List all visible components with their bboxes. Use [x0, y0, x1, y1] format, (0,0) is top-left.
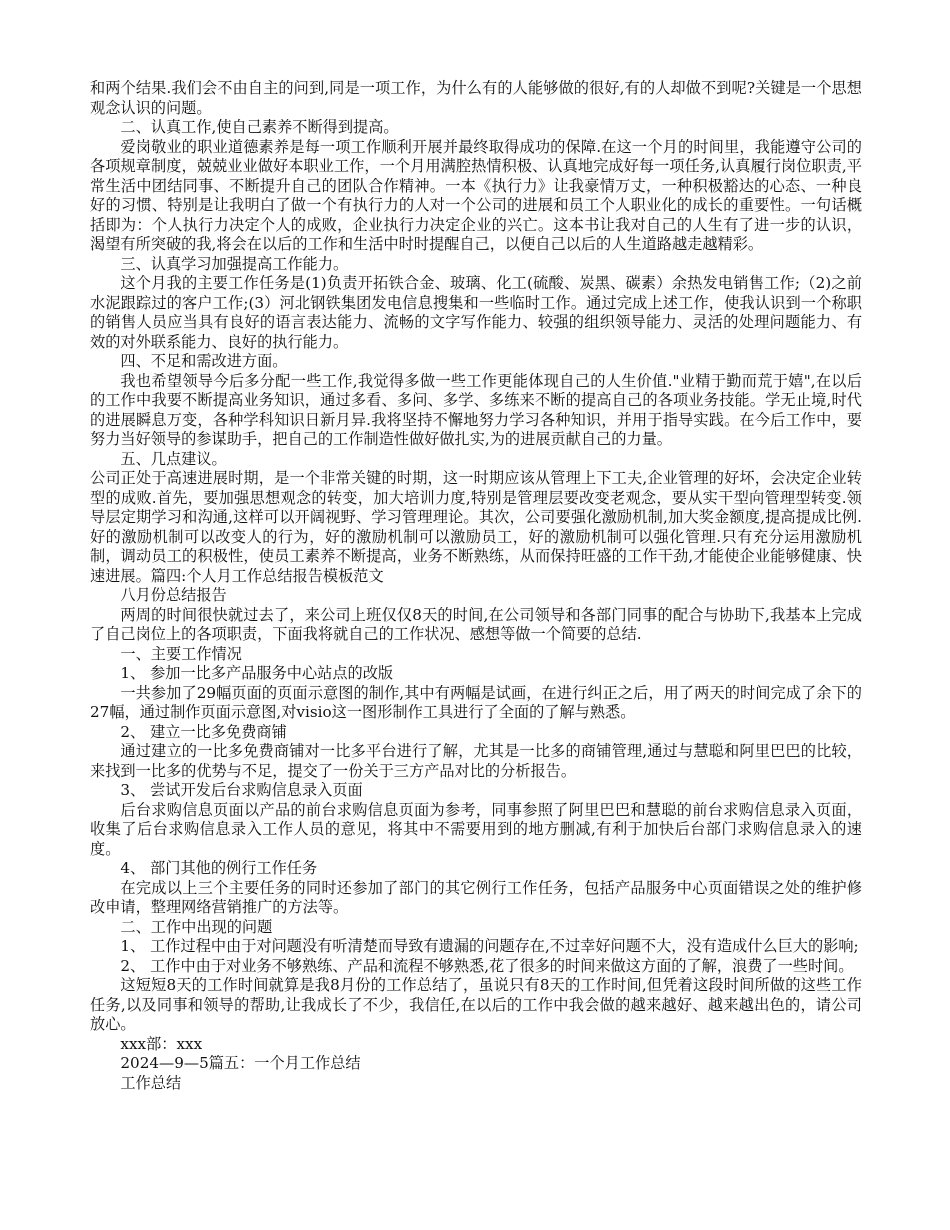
paragraph-professional-ethics: 爱岗敬业的职业道德素养是每一项工作顺利开展并最终取得成功的保障.在这一个月的时间里，我能遵守公司的各项规章制度，兢兢业业做好本职业工作，一个月用满腔热情积极、认真地完成好每一项任务,认真履行岗位职责,平常生活中团结同事、不断提升自己的团队合作精神。一本《执行力》让我豪情万丈，一种积极豁达的心态、一种良好的习惯、特别是让我明白了做一个有执行力的人对一个公司的进展和员工个人职业化的成长的重要性。一句话概括即为：个人执行力决定个人的成败，企业执行力决定企业的兴亡。这本书让我对自己的人生有了进一步的认识，渴望有所突破的我,将会在以后的工作和生活中时时提醒自己，以便自己以后的人生道路越走越精彩。 — [90, 137, 862, 253]
paragraph-intro-continuation: 和两个结果.我们会不由自主的问到,同是一项工作，为什么有的人能够做的很好,有的人却做不到呢?关键是一个思想观念认识的问题。 — [90, 79, 862, 117]
paragraph-suggestions: 公司正处于高速进展时期，是一个非常关键的时期，这一时期应该从管理上下工夫,企业管理的好坏，会决定企业转型的成败.首先，要加强思想观念的转变，加大培训力度,特别是管理层要改变老观念，要从实干型向管理型转变.领导层定期学习和沟通,这样可以开阔视野、学习管理理论。其次，公司要强化激励机制,加大奖金额度,提高提成比例.好的激励机制可以改变人的行为，好的激励机制可以激励员工，好的激励机制可以强化管理.只有充分运用激励机制，调动员工的积极性，使员工素养不断提高，业务不断熟练，从而保持旺盛的工作干劲,才能使企业能够健康、快速进展。篇四:个人月工作总结报告模板范文 — [90, 469, 862, 585]
report-title-august: 八月份总结报告 — [120, 586, 227, 604]
paragraph-improvement: 我也希望领导今后多分配一些工作,我觉得多做一些工作更能体现自己的人生价值."业精于勤而荒于嬉",在以后的工作中我要不断提高业务知识，通过多看、多问、多学、多练来不断的提高自己的各项业务技能。学无止境,时代的进展瞬息万变，各种学科知识日新月异.我将坚持不懈地努力学习各种知识，并用于指导实践。在今后工作中，要努力当好领导的参谋助手，把自己的工作制造性做好做扎实,为的进展贡献自己的力量。 — [90, 371, 862, 448]
paragraph-item-1: 一共参加了29幅页面的页面示意图的制作,其中有两幅是试画，在进行纠正之后，用了两天的时间完成了余下的27幅，通过制作页面示意图,对visio这一图形制作工具进行了全面的了解与熟悉。 — [90, 683, 862, 721]
problem-item-1: 1、 工作过程中由于对问题没有听清楚而导致有遗漏的问题存在,不过幸好问题不大，没有造成什么巨大的影响; — [120, 937, 859, 955]
heading-main-work: 一、主要工作情况 — [120, 644, 242, 663]
item-heading-4: 4、 部门其他的例行工作任务 — [120, 859, 318, 877]
paragraph-work-tasks: 这个月我的主要工作任务是(1)负责开拓铁合金、玻璃、化工(硫酸、炭黑、碳素）余热发电销售工作;（2)之前水泥跟踪过的客户工作;(3）河北钢铁集团发电信息搜集和一些临时工作。通过完成上述工作，使我认识到一个称职的销售人员应当具有良好的语言表达能力、流畅的文字写作能力、较强的组织领导能力、灵活的处理问题能力、有效的对外联系能力、良好的执行能力。 — [90, 274, 862, 351]
heading-section-3: 三、认真学习加强提高工作能力。 — [120, 254, 349, 273]
heading-section-5: 五、几点建议。 — [120, 449, 227, 468]
paragraph-item-4: 在完成以上三个主要任务的同时还参加了部门的其它例行工作任务，包括产品服务中心页面错误之处的维护修改申请，整理网络营销推广的方法等。 — [90, 878, 862, 916]
paragraph-conclusion: 这短短8天的工作时间就算是我8月份的工作总结了，虽说只有8天的工作时间,但凭着这段时间所做的这些工作任务,以及同事和领导的帮助,让我成长了不少，我信任,在以后的工作中我会做的越来越好、越来越出色的，请公司放心。 — [90, 976, 862, 1033]
document-page — [90, 79, 862, 1093]
paragraph-report-intro: 两周的时间很快就过去了，来公司上班仅仅8天的时间,在公司领导和各部门同事的配合与协助下,我基本上完成了自己岗位上的各项职责，下面我将就自己的工作状况、感想等做一个简要的总结. — [90, 605, 862, 643]
date-line: 2024—9—5篇五：一个月工作总结 — [120, 1054, 361, 1072]
item-heading-3: 3、 尝试开发后台求购信息录入页面 — [120, 781, 363, 799]
item-heading-1: 1、 参加一比多产品服务中心站点的改版 — [120, 664, 394, 682]
signature-line: xxx部：xxx — [120, 1034, 203, 1053]
next-section-title: 工作总结 — [120, 1073, 182, 1092]
paragraph-item-2: 通过建立的一比多免费商铺对一比多平台进行了解，尤其是一比多的商铺管理,通过与慧聪和阿里巴巴的比较，来找到一比多的优势与不足，提交了一份关于三方产品对比的分析报告。 — [90, 742, 862, 780]
paragraph-item-3: 后台求购信息页面以产品的前台求购信息页面为参考，同事参照了阿里巴巴和慧聪的前台求购信息录入页面，收集了后台求购信息录入工作人员的意见，将其中不需要用到的地方删减,有利于加快后台部门求购信息录入的速度。 — [90, 800, 862, 858]
heading-problems: 二、工作中出现的问题 — [120, 917, 273, 936]
item-heading-2: 2、 建立一比多免费商铺 — [120, 722, 287, 741]
heading-section-2: 二、认真工作,使自己素养不断得到提高。 — [120, 118, 399, 136]
heading-section-4: 四、不足和需改进方面。 — [120, 352, 288, 370]
problem-item-2: 2、 工作中由于对业务不够熟练、产品和流程不够熟悉,花了很多的时间来做这方面的了解，浪费了一些时间。 — [120, 956, 854, 975]
